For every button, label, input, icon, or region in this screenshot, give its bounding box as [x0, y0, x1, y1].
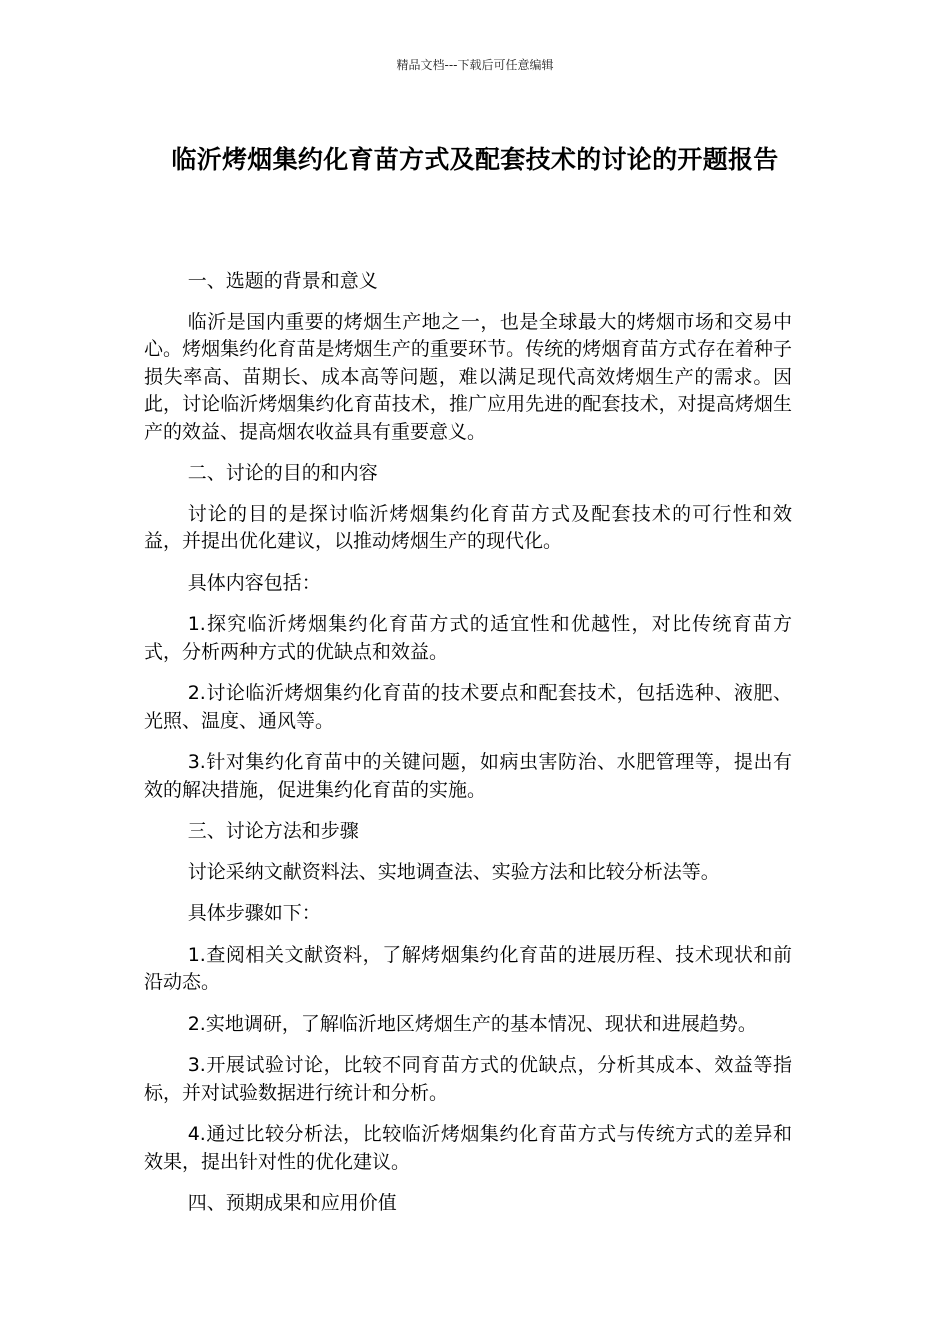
- paragraph-methods: 讨论采纳文献资料法、实地调查法、实验方法和比较分析法等。: [187, 860, 720, 883]
- section-heading-methods: 三、讨论方法和步骤: [187, 820, 359, 842]
- document-title: 临沂烤烟集约化育苗方式及配套技术的讨论的开题报告: [171, 145, 779, 174]
- paragraph-purpose: 讨论的目的是探讨临沂烤烟集约化育苗方式及配套技术的可行性和效益，并提出优化建议，以推动烤烟生产的现代化。: [144, 502, 792, 552]
- section-heading-purpose: 二、讨论的目的和内容: [187, 462, 378, 484]
- list-item-step-2: 2.实地调研，了解临沂地区烤烟生产的基本情况、现状和进展趋势。: [187, 1012, 757, 1035]
- paragraph-steps-intro: 具体步骤如下：: [187, 902, 321, 924]
- document-body: [144, 268, 792, 1231]
- page-header: 精品文档---下载后可任意编辑: [396, 58, 554, 72]
- section-heading-outcomes: 四、预期成果和应用价值: [187, 1192, 397, 1214]
- list-item-content-3: 3.针对集约化育苗中的关键问题，如病虫害防治、水肥管理等，提出有效的解决措施，促进集约化育苗的实施。: [144, 751, 792, 801]
- list-item-content-2: 2.讨论临沂烤烟集约化育苗的技术要点和配套技术，包括选种、液肥、光照、温度、通风等。: [144, 682, 792, 732]
- list-item-content-1: 1.探究临沂烤烟集约化育苗方式的适宜性和优越性，对比传统育苗方式，分析两种方式的优缺点和效益。: [144, 613, 792, 663]
- list-item-step-4: 4.通过比较分析法，比较临沂烤烟集约化育苗方式与传统方式的差异和效果，提出针对性的优化建议。: [144, 1123, 792, 1173]
- paragraph-content-intro: 具体内容包括：: [187, 571, 321, 594]
- paragraph-background: 临沂是国内重要的烤烟生产地之一，也是全球最大的烤烟市场和交易中心。烤烟集约化育苗是烤烟生产的重要环节。传统的烤烟育苗方式存在着种子损失率高、苗期长、成本高等问题，难以满足现代高效烤烟生产的需求。因此，讨论临沂烤烟集约化育苗技术，推广应用先进的配套技术，对提高烤烟生产的效益、提高烟农收益具有重要意义。: [144, 310, 792, 443]
- section-heading-background: 一、选题的背景和意义: [187, 270, 378, 292]
- list-item-step-3: 3.开展试验讨论，比较不同育苗方式的优缺点，分析其成本、效益等指标，并对试验数据进行统计和分析。: [144, 1054, 792, 1104]
- list-item-step-1: 1.查阅相关文献资料，了解烤烟集约化育苗的进展历程、技术现状和前沿动态。: [144, 943, 792, 993]
